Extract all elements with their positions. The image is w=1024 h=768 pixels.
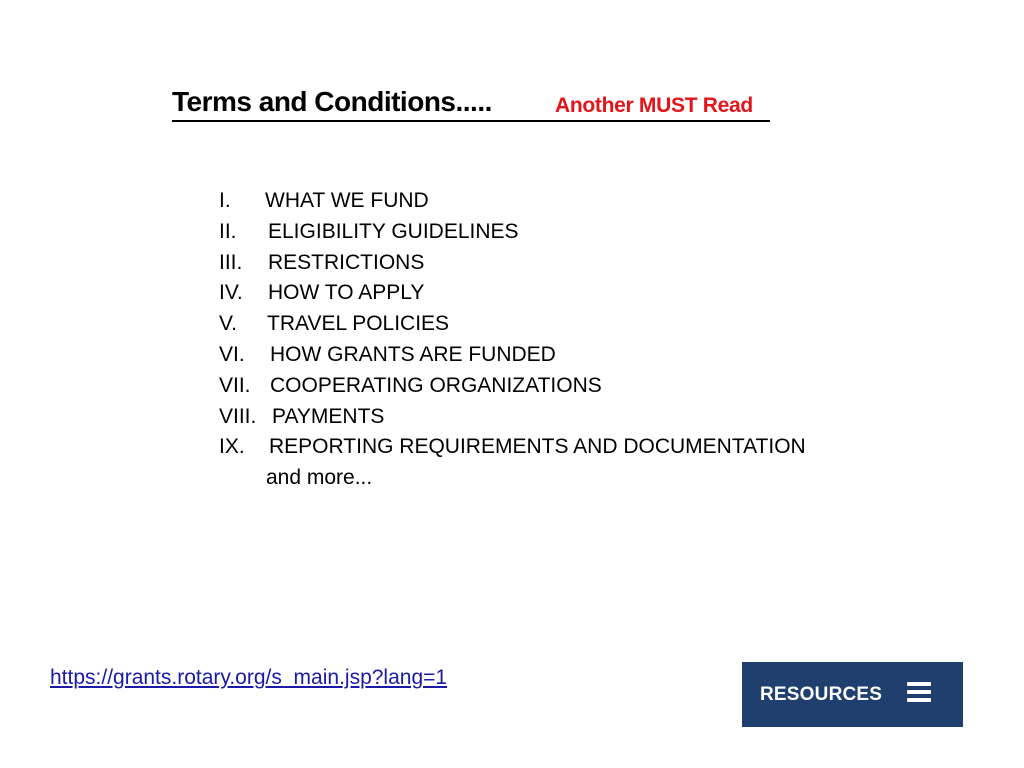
toc-item-number: IV. [219, 281, 243, 305]
toc-item-label: COOPERATING ORGANIZATIONS [270, 373, 602, 397]
toc-item-label: HOW GRANTS ARE FUNDED [270, 342, 556, 366]
toc-item-number: IX. [219, 435, 245, 459]
slide-title-bar [172, 86, 770, 122]
hamburger-menu-icon [907, 682, 931, 702]
page-title: Terms and Conditions..... [172, 86, 492, 117]
toc-item-label: PAYMENTS [272, 404, 385, 428]
toc-item-label: WHAT WE FUND [265, 189, 429, 212]
toc-item-number: II. [219, 219, 237, 243]
toc-item-number: VI. [219, 342, 245, 366]
resources-button[interactable] [742, 662, 963, 727]
resources-button-label: RESOURCES [760, 683, 883, 705]
toc-item-label: RESTRICTIONS [268, 250, 425, 274]
toc-more-text: and more... [266, 466, 373, 489]
toc-item-label: HOW TO APPLY [268, 281, 425, 305]
toc-item-number: III. [219, 250, 243, 274]
toc-item-number: V. [219, 312, 237, 336]
toc-item-label: TRAVEL POLICIES [267, 312, 450, 336]
grants-url-link[interactable]: https://grants.rotary.org/s_main.jsp?lang=1 [50, 666, 448, 689]
page-subtitle: Another MUST Read [555, 94, 753, 117]
toc-item-number: VII. [219, 373, 251, 397]
toc-item-label: REPORTING REQUIREMENTS AND DOCUMENTATION [269, 435, 806, 459]
toc-item-number: VIII. [219, 404, 257, 428]
toc-item-label: ELIGIBILITY GUIDELINES [268, 219, 519, 243]
toc-item-number: I. [219, 189, 231, 212]
